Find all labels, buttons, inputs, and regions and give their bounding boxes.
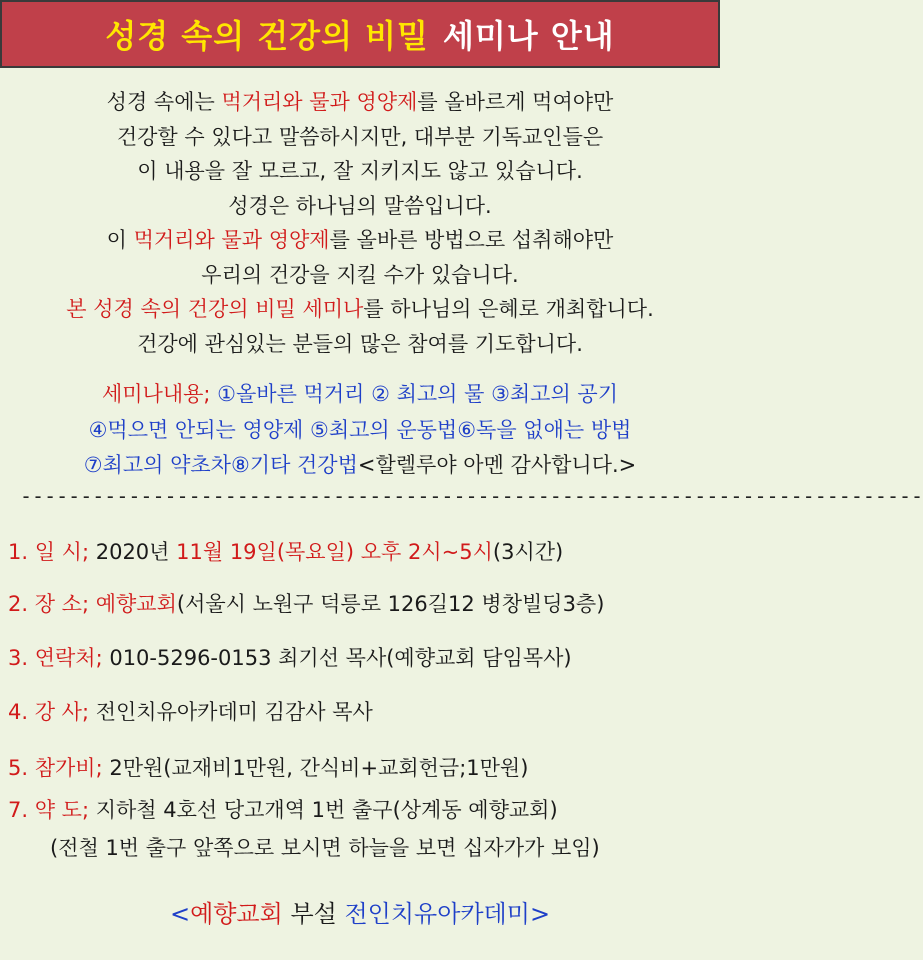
- info-contact-label: 3. 연락처;: [8, 646, 103, 670]
- info-lecturer-label: 4. 강 사;: [8, 700, 90, 724]
- info-lecturer-post: 전인치유아카데미 김감사 목사: [89, 700, 373, 724]
- info-place-highlight: 예향교회: [89, 592, 177, 616]
- contents-closing: <할렐루야 아멘 감사합니다.>: [357, 453, 637, 477]
- footer-lt: <: [169, 900, 191, 928]
- footer-mid: 부설: [282, 900, 345, 928]
- dashed-divider: ---------------------------------------------------------------------------: [20, 484, 923, 508]
- intro-line-7-b: 를 하나님의 은혜로 개최합니다.: [363, 297, 654, 321]
- info-lecturer: [8, 696, 373, 726]
- footer-church: 예향교회: [190, 900, 283, 928]
- info-fee-label: 5. 참가비;: [8, 756, 103, 780]
- intro-line-7-a: 본 성경 속의 건강의 비밀 세미나: [66, 297, 364, 321]
- intro-line-5: [0, 230, 720, 265]
- info-fee-post: 2만원(교재비1만원, 간식비+교회헌금;1만원): [102, 756, 529, 780]
- info-contact-post: 010-5296-0153 최기선 목사(예향교회 담임목사): [102, 646, 572, 670]
- info-place-post: (서울시 노원구 덕릉로 126길12 병창빌딩3층): [176, 592, 605, 616]
- intro-paragraph: [0, 92, 720, 368]
- intro-line-4: 성경은 하나님의 말씀입니다.: [228, 193, 492, 218]
- info-date: [8, 536, 563, 566]
- info-directions: [8, 794, 558, 824]
- contents-line-3: [0, 449, 720, 479]
- intro-line-7: [0, 299, 720, 334]
- footer-academy: 전인치유아카데미: [344, 900, 530, 928]
- info-date-label: 1. 일 시;: [8, 540, 90, 564]
- info-place-label: 2. 장 소;: [8, 592, 90, 616]
- contents-line-1: [0, 378, 720, 408]
- footer-organizer: [0, 894, 720, 929]
- info-place: [8, 588, 604, 618]
- intro-line-1-c: 를 올바르게 먹여야만: [417, 90, 614, 114]
- title-main: 성경 속의 건강의 비밀: [105, 17, 429, 55]
- intro-line-1-b: 먹거리와 물과 영양제: [221, 90, 418, 114]
- contents-label: 세미나내용;: [101, 382, 211, 406]
- intro-line-5-a: 이: [106, 228, 134, 252]
- info-contact: [8, 642, 572, 672]
- contents-items-1: ①올바른 먹거리 ② 최고의 물 ③최고의 공기: [210, 382, 618, 406]
- intro-line-6: 우리의 건강을 지킬 수가 있습니다.: [201, 262, 519, 287]
- intro-line-3: 이 내용을 잘 모르고, 잘 지키지도 않고 있습니다.: [137, 159, 583, 183]
- info-directions-label: 7. 약 도;: [8, 798, 90, 822]
- footer-gt: >: [529, 900, 551, 928]
- info-directions-note: (전철 1번 출구 앞쪽으로 보시면 하늘을 보면 십자가가 보임): [50, 836, 600, 860]
- info-date-pre: 2020년: [89, 540, 177, 564]
- intro-line-5-c: 를 올바른 방법으로 섭취해야만: [329, 228, 614, 252]
- intro-line-8: 건강에 관심있는 분들의 많은 참여를 기도합니다.: [137, 331, 583, 356]
- intro-line-2: 건강할 수 있다고 말씀하시지만, 대부분 기독교인들은: [116, 124, 604, 149]
- contents-line-2: ④먹으면 안되는 영양제 ⑤최고의 운동법⑥독을 없애는 방법: [88, 418, 632, 442]
- intro-line-5-b: 먹거리와 물과 영양제: [133, 228, 330, 252]
- info-date-post: (3시간): [492, 540, 564, 564]
- info-directions-post: 지하철 4호선 당고개역 1번 출구(상계동 예향교회): [89, 798, 558, 822]
- contents-items-3: ⑦최고의 약초차⑧기타 건강법: [83, 453, 358, 477]
- info-fee: [8, 752, 528, 782]
- title-banner: [0, 0, 720, 68]
- intro-line-1-a: 성경 속에는: [106, 90, 222, 114]
- info-date-highlight: 11월 19일(목요일) 오후 2시~5시: [176, 540, 493, 564]
- title-sub: 세미나 안내: [442, 17, 615, 55]
- intro-line-1: [0, 92, 720, 127]
